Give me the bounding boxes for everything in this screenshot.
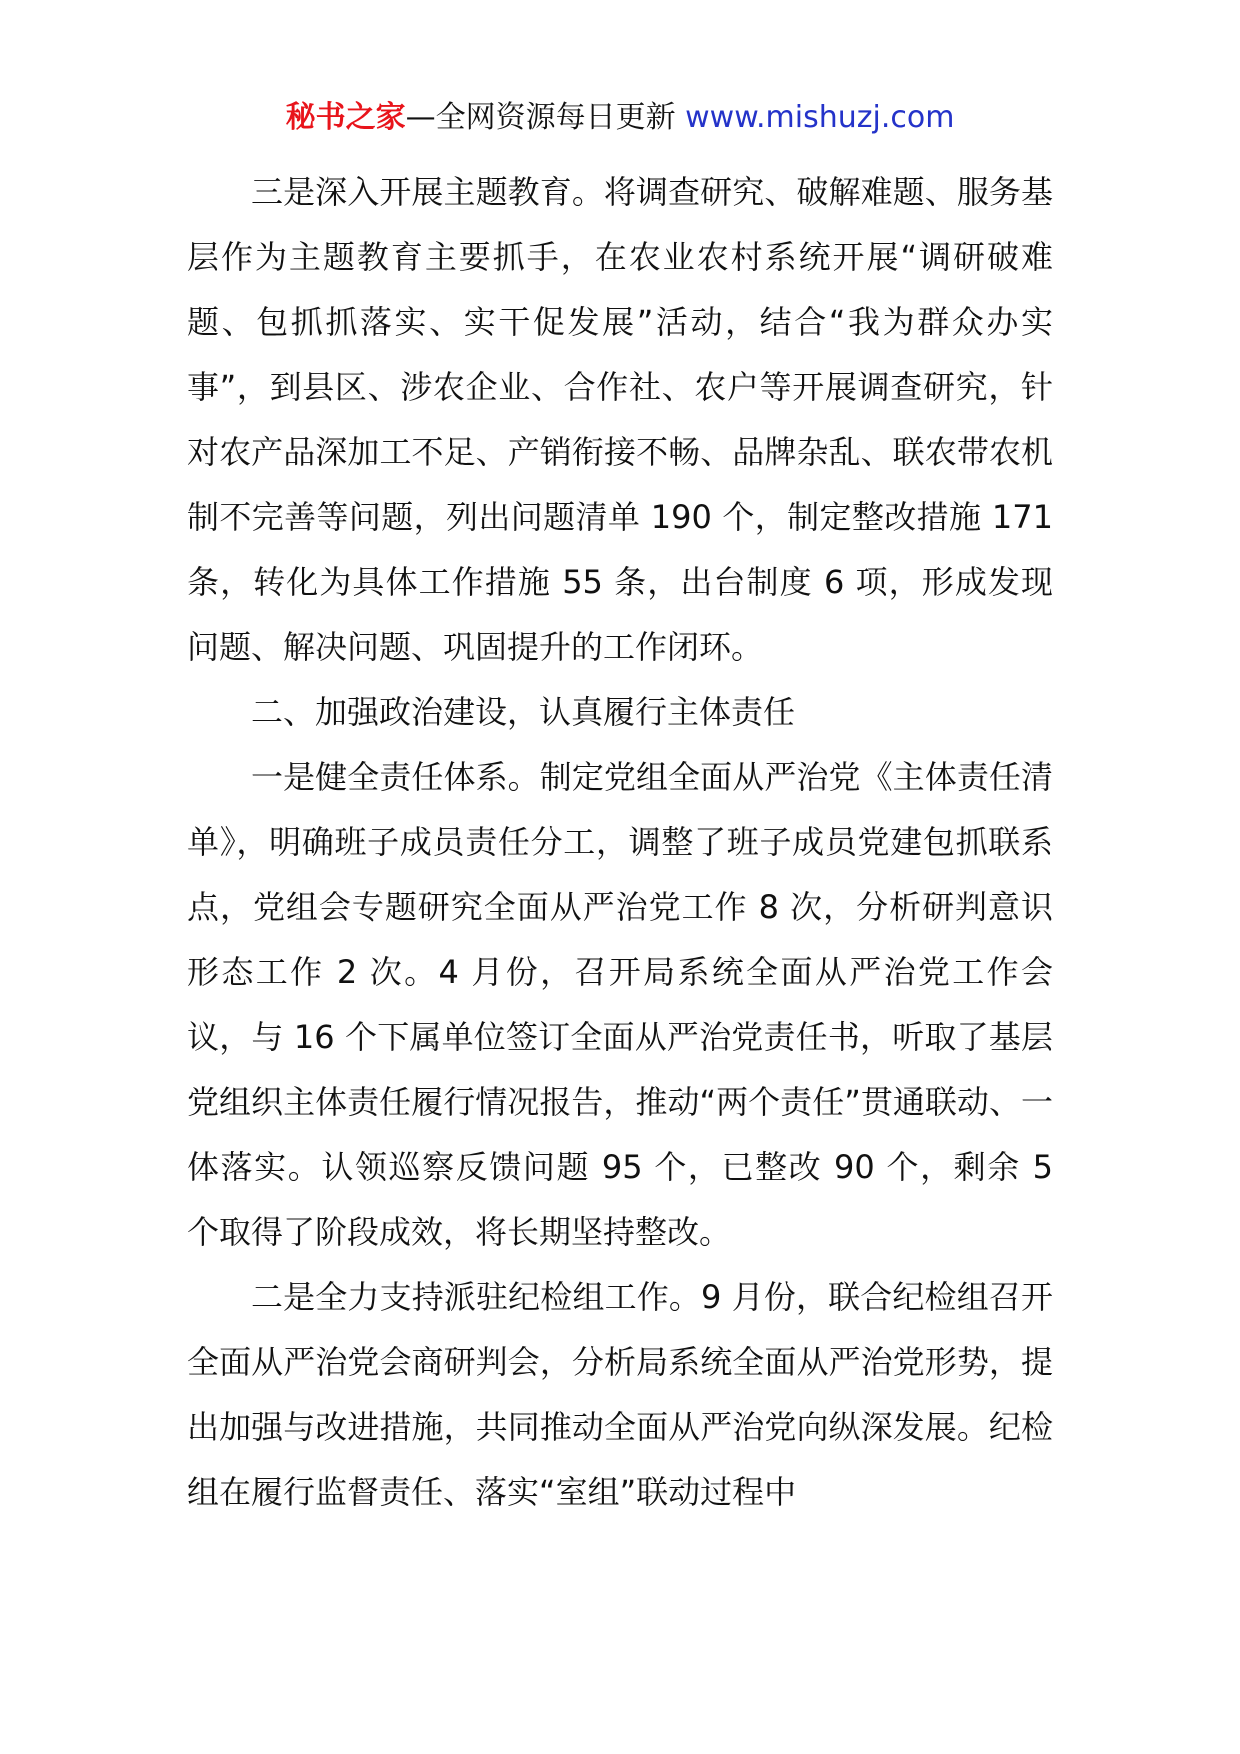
paragraph-discipline-group-support: 二是全力支持派驻纪检组工作。9 月份，联合纪检组召开全面从严治党会商研判会，分析局系统全面从严治党形势，提出加强与改进措施，共同推动全面从严治党向纵深发展。纪检组在履行监督责任、落实“室组”联动过程中 bbox=[187, 1278, 1053, 1511]
page-header bbox=[0, 98, 1240, 138]
header-slogan: —全网资源每日更新 bbox=[405, 100, 686, 135]
paragraph-responsibility-system: 一是健全责任体系。制定党组全面从严治党《主体责任清单》，明确班子成员责任分工，调整了班子成员党建包抓联系点，党组会专题研究全面从严治党工作 8 次，分析研判意识形态工作 2 次。4 月份，召开局系统全面从严治党工作会议，与 16 个下属单位签订全面从严治党责任书，听取了基层党组织主体责任履行情况报告，推动“两个责任”贯通联动、一体落实。认领巡察反馈问题 95 个，已整改 90 个，剩余 5 个取得了阶段成效，将长期坚持整改。 bbox=[187, 758, 1053, 1251]
paragraph-theme-education: 三是深入开展主题教育。将调查研究、破解难题、服务基层作为主题教育主要抓手，在农业农村系统开展“调研破难题、包抓抓落实、实干促发展”活动，结合“我为群众办实事”，到县区、涉农企业、合作社、农户等开展调查研究，针对农产品深加工不足、产销衔接不畅、品牌杂乱、联农带农机制不完善等问题，列出问题清单 190 个，制定整改措施 171 条，转化为具体工作措施 55 条，出台制度 6 项，形成发现问题、解决问题、巩固提升的工作闭环。 bbox=[187, 173, 1053, 666]
document-body bbox=[187, 160, 1053, 1525]
brand-name: 秘书之家 bbox=[285, 100, 406, 135]
section-heading-political-building: 二、加强政治建设，认真履行主体责任 bbox=[251, 693, 796, 731]
site-url-link[interactable]: www.mishuzj.com bbox=[685, 100, 955, 135]
